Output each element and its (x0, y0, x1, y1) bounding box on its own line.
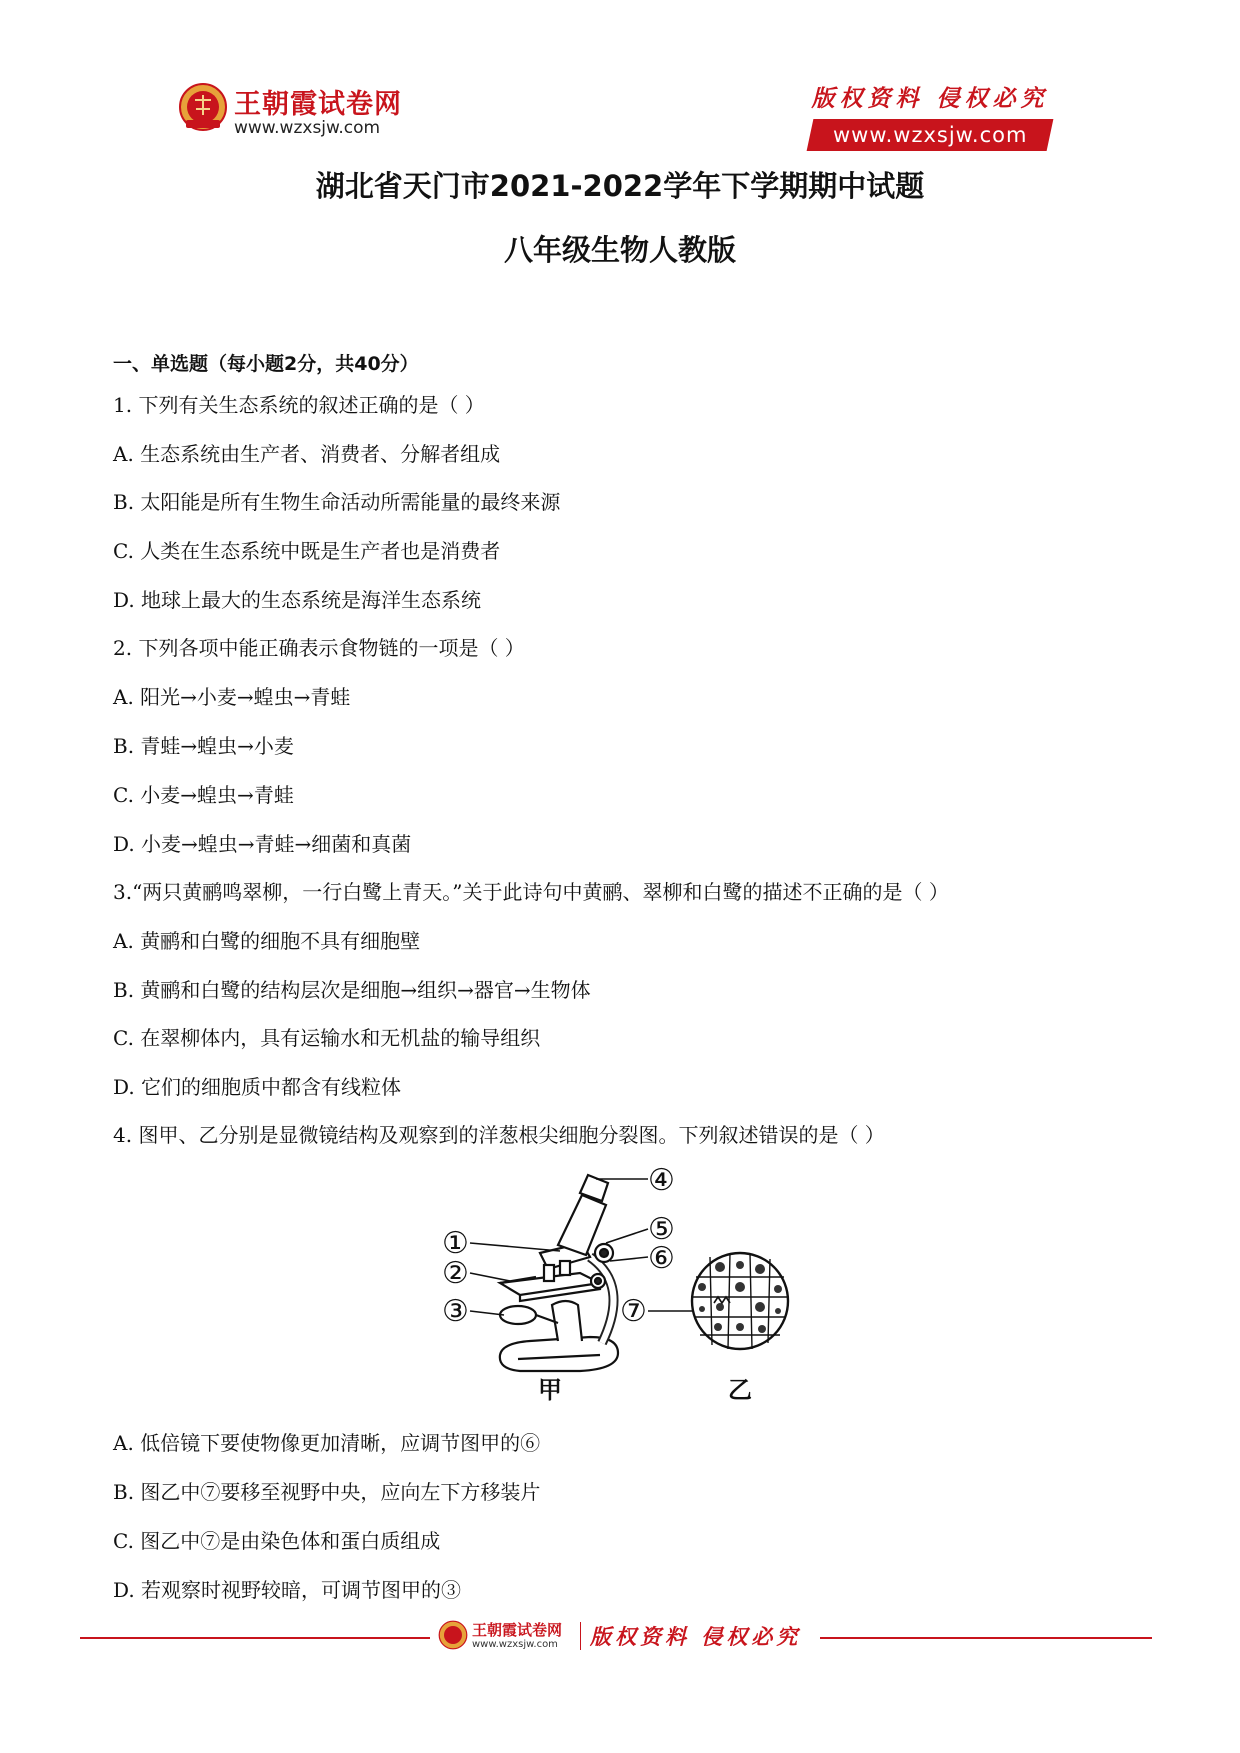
question-stem: 3.“两只黄鹂鸣翠柳，一行白鹭上青天。”关于此诗句中黄鹂、翠柳和白鹭的描述不正确的是（ ） (113, 880, 949, 904)
option-d: D. 地球上最大的生态系统是海洋生态系统 (113, 588, 482, 612)
option-a: A. 低倍镜下要使物像更加清晰，应调节图甲的⑥ (113, 1431, 541, 1455)
marker-4: ④ (648, 1165, 675, 1198)
logo-url[interactable]: www.wzxsjw.com (234, 118, 381, 138)
footer-emblem-icon (438, 1620, 468, 1650)
option-d: D. 若观察时视野较暗，可调节图甲的③ (113, 1578, 462, 1602)
option-c: C. 图乙中⑦是由染色体和蛋白质组成 (113, 1529, 441, 1553)
logo-name: 王朝霞试卷网 (234, 89, 402, 120)
question-stem: 2. 下列各项中能正确表示食物链的一项是（ ） (113, 636, 525, 660)
option-d: D. 小麦→蝗虫→青蛙→细菌和真菌 (113, 832, 412, 856)
section-heading: 一、单选题（每小题2分，共40分） (113, 353, 419, 375)
marker-1: ① (442, 1226, 469, 1261)
figure-label-jia: 甲 (538, 1376, 562, 1404)
copyright-stamp (810, 80, 1050, 151)
footer-slogan: 版权资料 侵权必究 (590, 1624, 802, 1649)
marker-5: ⑤ (648, 1212, 675, 1247)
option-c: C. 在翠柳体内，具有运输水和无机盐的输导组织 (113, 1026, 541, 1050)
footer-rule-left (80, 1637, 430, 1639)
marker-2: ② (442, 1256, 469, 1291)
option-a: A. 生态系统由生产者、消费者、分解者组成 (113, 442, 501, 466)
cell-view (692, 1253, 788, 1349)
footer-separator (580, 1622, 581, 1650)
url-banner[interactable] (807, 119, 1054, 151)
microscope-figure (440, 1165, 810, 1405)
option-a: A. 阳光→小麦→蝗虫→青蛙 (113, 685, 351, 709)
option-b: B. 青蛙→蝗虫→小麦 (113, 734, 294, 758)
marker-7: ⑦ (620, 1294, 647, 1329)
option-c: C. 人类在生态系统中既是生产者也是消费者 (113, 539, 501, 563)
microscope-diagram (440, 1165, 810, 1405)
option-c: C. 小麦→蝗虫→青蛙 (113, 783, 294, 807)
question-stem: 1. 下列有关生态系统的叙述正确的是（ ） (113, 393, 485, 417)
footer-logo-url[interactable]: www.wzxsjw.com (472, 1639, 558, 1650)
option-d: D. 它们的细胞质中都含有线粒体 (113, 1075, 402, 1099)
option-b: B. 黄鹂和白鹭的结构层次是细胞→组织→器官→生物体 (113, 978, 591, 1002)
option-b: B. 太阳能是所有生物生命活动所需能量的最终来源 (113, 490, 561, 514)
exam-title: 湖北省天门市2021-2022学年下学期期中试题 (315, 169, 925, 203)
footer-logo (438, 1618, 818, 1658)
footer-logo-name: 王朝霞试卷网 (472, 1621, 563, 1639)
exam-subtitle: 八年级生物人教版 (503, 233, 736, 267)
url-banner-text: www.wzxsjw.com (832, 123, 1028, 147)
copyright-text: 版权资料 侵权必究 (811, 85, 1049, 112)
question-stem: 4. 图甲、乙分别是显微镜结构及观察到的洋葱根尖细胞分裂图。下列叙述错误的是（ ） (113, 1123, 885, 1147)
marker-3: ③ (442, 1294, 469, 1329)
marker-6: ⑥ (648, 1241, 675, 1276)
option-a: A. 黄鹂和白鹭的细胞不具有细胞壁 (113, 929, 421, 953)
option-b: B. 图乙中⑦要移至视野中央，应向左下方移装片 (113, 1480, 541, 1504)
footer-rule-right (820, 1637, 1152, 1639)
figure-label-yi: 乙 (728, 1376, 752, 1404)
site-logo (178, 80, 478, 148)
emblem-icon (178, 82, 228, 132)
